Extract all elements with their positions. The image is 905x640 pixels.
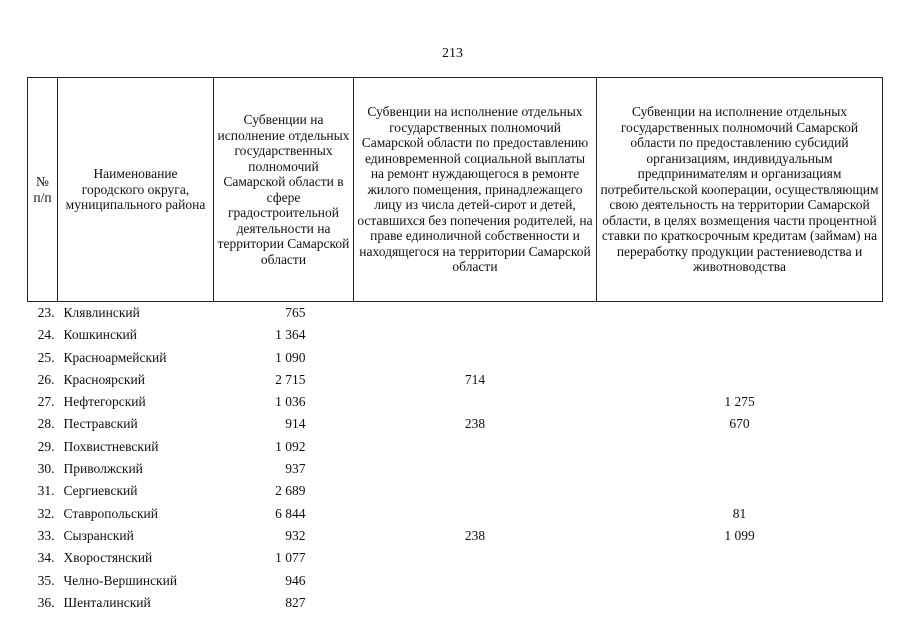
district-name: Хворостянский <box>63 550 153 566</box>
table-row <box>28 525 883 547</box>
credit-rate-value <box>597 570 883 592</box>
credit-rate-value: 81 <box>732 505 747 521</box>
urban-planning-value: 765 <box>285 305 306 320</box>
table-row <box>28 503 883 525</box>
row-number: 36. <box>37 594 55 610</box>
credit-rate-value <box>597 369 883 391</box>
row-number: 27. <box>37 394 55 410</box>
table-row <box>28 480 883 502</box>
housing-repair-value <box>354 547 597 569</box>
district-name: Пестравский <box>63 416 138 432</box>
housing-repair-value <box>354 436 597 458</box>
housing-repair-value <box>354 480 597 502</box>
urban-planning-value: 937 <box>285 461 306 477</box>
header-credit-rate-subvention: Субвенции на исполнение отдельных государственных полномочий Самарской области по предоставлению субсидий организациям, индивидуальным предпринимателям и организациям потребительской кооперации, осуществляющим свою деятельность на территории Самарской области, в целях возмещения части процентной ставки по краткосрочным кредитам (займам) на переработку продукции растениеводства и животноводства <box>597 78 883 302</box>
housing-repair-value <box>354 391 597 413</box>
credit-rate-value <box>597 547 883 569</box>
district-name: Похвистневский <box>63 438 159 454</box>
credit-rate-value <box>597 347 883 369</box>
urban-planning-value: 932 <box>285 527 306 543</box>
table-row <box>28 302 883 325</box>
table-row <box>28 347 883 369</box>
table-row <box>28 547 883 569</box>
page-number: 213 <box>442 46 463 61</box>
table-body <box>28 302 883 615</box>
credit-rate-value: 670 <box>729 416 750 432</box>
district-name: Клявлинский <box>63 305 140 320</box>
row-number: 29. <box>37 438 55 454</box>
row-number: 23. <box>37 305 55 320</box>
credit-rate-value <box>597 324 883 346</box>
housing-repair-value <box>354 302 597 325</box>
urban-planning-value: 1 090 <box>275 349 306 365</box>
district-name: Ставропольский <box>63 505 158 521</box>
district-name: Красноярский <box>63 371 145 387</box>
district-name: Красноармейский <box>63 349 167 365</box>
credit-rate-value: 1 099 <box>724 527 755 543</box>
district-name: Нефтегорский <box>63 394 146 410</box>
header-row <box>28 78 883 302</box>
table-row <box>28 436 883 458</box>
housing-repair-value: 238 <box>464 416 486 432</box>
housing-repair-value: 238 <box>464 527 486 543</box>
housing-repair-value <box>354 592 597 614</box>
row-number: 31. <box>37 483 55 499</box>
credit-rate-value <box>597 436 883 458</box>
credit-rate-value <box>597 480 883 502</box>
urban-planning-value: 914 <box>285 416 306 432</box>
header-urban-planning-subvention: Субвенции на исполнение отдельных государственных полномочий Самарской области в сфере градостроительной деятельности на территории Самарской области <box>214 78 354 302</box>
table-row <box>28 413 883 435</box>
urban-planning-value: 946 <box>285 572 306 588</box>
credit-rate-value <box>597 458 883 480</box>
district-name: Кошкинский <box>63 327 137 343</box>
table-row <box>28 391 883 413</box>
row-number: 26. <box>37 371 55 387</box>
header-district-name: Наименование городского округа, муниципального района <box>58 78 214 302</box>
housing-repair-value <box>354 458 597 480</box>
subvention-table <box>27 77 883 614</box>
urban-planning-value: 1 364 <box>275 327 306 343</box>
table-row <box>28 369 883 391</box>
urban-planning-value: 1 077 <box>275 550 306 566</box>
housing-repair-value <box>354 324 597 346</box>
housing-repair-value <box>354 503 597 525</box>
housing-repair-value <box>354 347 597 369</box>
table-row <box>28 324 883 346</box>
urban-planning-value: 1 036 <box>275 394 306 410</box>
row-number: 35. <box>37 572 55 588</box>
header-number: № п/п <box>28 78 58 302</box>
row-number: 32. <box>37 505 55 521</box>
urban-planning-value: 2 689 <box>275 483 306 499</box>
credit-rate-value <box>597 592 883 614</box>
urban-planning-value: 2 715 <box>275 371 306 387</box>
credit-rate-value: 1 275 <box>724 394 755 410</box>
row-number: 25. <box>37 349 55 365</box>
housing-repair-value: 714 <box>464 371 486 387</box>
urban-planning-value: 827 <box>285 594 306 610</box>
district-name: Сергиевский <box>63 483 138 499</box>
header-housing-repair-subvention: Субвенции на исполнение отдельных государственных полномочий Самарской области по предоставлению единовременной социальной выплаты на ремонт нуждающегося в ремонте жилого помещения, принадлежащего лицу из числа детей-сирот и детей, оставшихся без попечения родителей, на праве единоличной собственности и находящегося на территории Самарской области <box>354 78 597 302</box>
row-number: 34. <box>37 550 55 566</box>
urban-planning-value: 1 092 <box>275 438 306 454</box>
urban-planning-value: 6 844 <box>275 505 306 521</box>
table-header <box>28 78 883 302</box>
row-number: 30. <box>37 461 55 477</box>
row-number: 24. <box>37 327 55 343</box>
row-number: 33. <box>37 527 55 543</box>
housing-repair-value <box>354 570 597 592</box>
district-name: Сызранский <box>63 527 134 543</box>
table-row <box>28 570 883 592</box>
district-name: Шенталинский <box>63 594 151 610</box>
district-name: Приволжский <box>63 461 143 477</box>
credit-rate-value <box>597 302 883 325</box>
table-row <box>28 592 883 614</box>
table-row <box>28 458 883 480</box>
district-name: Челно-Вершинский <box>63 572 178 588</box>
row-number: 28. <box>37 416 55 432</box>
